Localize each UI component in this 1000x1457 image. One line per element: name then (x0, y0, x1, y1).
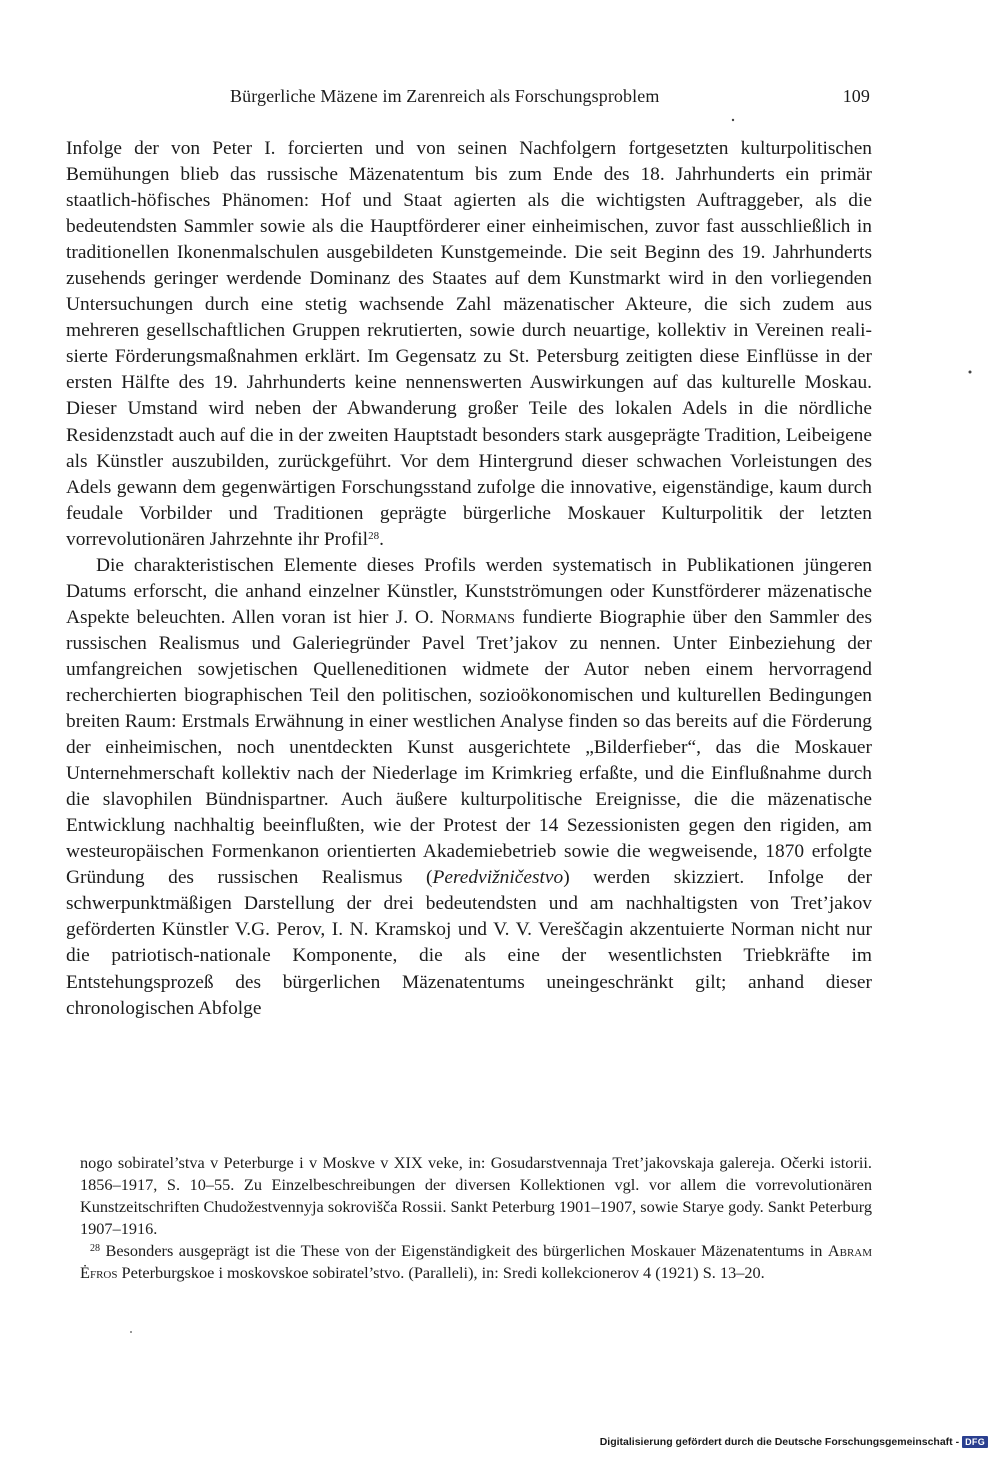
paragraph-2-part-3: ) werden skizziert. Infolge der schwerpunktmäßigen Darstellung der drei bedeutendsten und am nachhaltigsten von Tret’jakov geförderten Künstler V.G. Perov, I. N. Kramskoj und V. V. Vereščagin akzentuierte Norman nicht nur die patriotisch-nationale Komponente, die als eine der wesentlichsten Triebkräfte im Entstehungsprozeß des bürgerlichen Mäzenatentums uneingeschränkt gilt; anhand dieser chronologischen Abfolge (66, 867, 872, 1019)
paragraph-2 (66, 553, 872, 1022)
speck-2 (969, 371, 972, 374)
speck-1 (732, 119, 734, 121)
paragraph-2-part-2: fundierte Biographie über den Sammler des russischen Realismus und Galeriegründer Pavel Tret’jakov zu nennen. Unter Einbeziehung der umfangreichen sowjetischen Quelleneditionen widmete der Autor neben einem hervorragend recherchierten biographischen Teil den politischen, sozioökonomischen und kulturellen Bedingungen breiten Raum: Erstmals Erwähnung in einer westlichen Analyse finden so das bereits auf die Förderung der einheimischen, noch unentdeckten Kunst ausgerichtete „Bilderfieber“, das die Moskauer Unternehmerschaft kollektiv nach der Niederlage im Krimkrieg erfaßte, und die Einflußnahme durch die slavophilen Bündnispartner. Auch äußere kulturpolitische Ereignisse, die die mäzenatische Entwicklung nachhaltig beeinflußten, wie der Protest der 14 Sezessionisten gegen den rigiden, am westeuropäischen Formenkanon orientierten Akademiebetrieb sowie die wegweisende, 1870 erfolgte Gründung des russischen Realismus ( (66, 606, 872, 889)
paragraph-1-end: . (379, 528, 384, 550)
italic-term: Peredvižničestvo (432, 867, 564, 889)
author-name-efros: Abram Ėfros (80, 1240, 872, 1282)
footnote-continuation: nogo sobiratel’stva v Peterburge i v Moskve v XIX veke, in: Gosudarstvennaja Tret’jakovskaja galereja. Očerki istorii. 1856–1917, S. 10–55. Zu Einzelbeschreibungen der diversen Kollektionen vgl. vor allem die vorrevolutionären Kunstzeitschriften Chudožestvennyja sokrovišča Rossii. Sankt Peterburg 1901–1907, sowie Starye gody. Sankt Peterburg 1907–1916. (80, 1153, 872, 1238)
running-title: Bürgerliche Mäzene im Zarenreich als Forschungsproblem (230, 86, 660, 106)
footnote-number: 28 (90, 1242, 100, 1254)
paragraph-1 (66, 136, 872, 553)
footnote-28-part-1: Besonders ausgeprägt ist die These von der Eigenständigkeit des bürgerlichen Moskauer Mäzenatentums in (105, 1240, 823, 1260)
footnotes (80, 1152, 872, 1283)
paragraph-1-text: Infolge der von Peter I. forcierten und von seinen Nachfolgern fortgesetzten kulturpolitischen Bemühungen blieb das russische Mäzenatentum bis zum Ende des 18. Jahrhunderts ein primär staatlich-höfisches Phänomen: Hof und Staat agierten als die wichtigsten Auftraggeber, als die bedeutendsten Sammler sowie als die Hauptförderer einer einheimischen, zuvor fast ausschließlich in traditionellen Ikonenmalschulen ausgebildeten Kunstgemeinde. Die seit Beginn des 19. Jahrhunderts zusehends geringer werdende Dominanz des Staates auf dem Kunstmarkt wird in den vorliegenden Untersuchungen durch eine stetig wachsende Zahl mäzenatischer Akteure, die sich zudem aus mehreren gesellschaftlichen Gruppen rekrutierten, sowie durch neuartige, kollektiv in Vereinen realisierte Förderungsmaßnahmen erklärt. Im Gegensatz zu St. Petersburg zeitigten diese Einflüsse in der ersten Hälfte des 19. Jahrhunderts keine nennenswerten Auswirkungen auf das kulturelle Moskau. Dieser Umstand wird neben der Abwanderung großer Teile des lokalen Adels in die nördliche Residenzstadt auch auf die in der zweiten Hauptstadt besonders stark ausgeprägte Tradition, Leibeigene als Künstler auszubilden, zurückgeführt. Vor dem Hintergrund dieser schwachen Vorleistungen des Adels gewann dem gegenwärtigen Forschungsstand zufolge die innovative, eigenständige, kaum durch feudale Vorbilder und Traditionen geprägte bürgerliche Moskauer Kulturpolitik der letzten vorrevolutionären Jahrzehnte ihr Profil (66, 138, 872, 550)
main-text (66, 136, 872, 1022)
footnote-28 (80, 1240, 872, 1284)
footnote-28-part-2: Peterburgskoe i moskovskoe sobiratel’stvo. (Paralleli), in: Sredi kollekcionerov 4 (1921) S. 13–20. (121, 1262, 765, 1282)
author-name-norman: Normans (441, 606, 515, 628)
paragraph-2-part-1: Die charakteristischen Elemente dieses Profils werden systematisch in Publikationen jüngeren Datums erforscht, die anhand einzelner Künstler, Kunstströmungen oder Kunstförderer mäzenatische Aspekte beleuchten. Allen voran ist hier J. O. (66, 554, 872, 628)
footnote-ref-28: 28 (368, 529, 380, 542)
digitization-credit (600, 1436, 988, 1448)
page-number: 109 (842, 86, 870, 106)
credit-text: Digitalisierung gefördert durch die Deutsche Forschungsgemeinschaft - (599, 1436, 960, 1448)
speck-3 (130, 1331, 132, 1333)
dfg-logo: DFG (962, 1436, 988, 1448)
